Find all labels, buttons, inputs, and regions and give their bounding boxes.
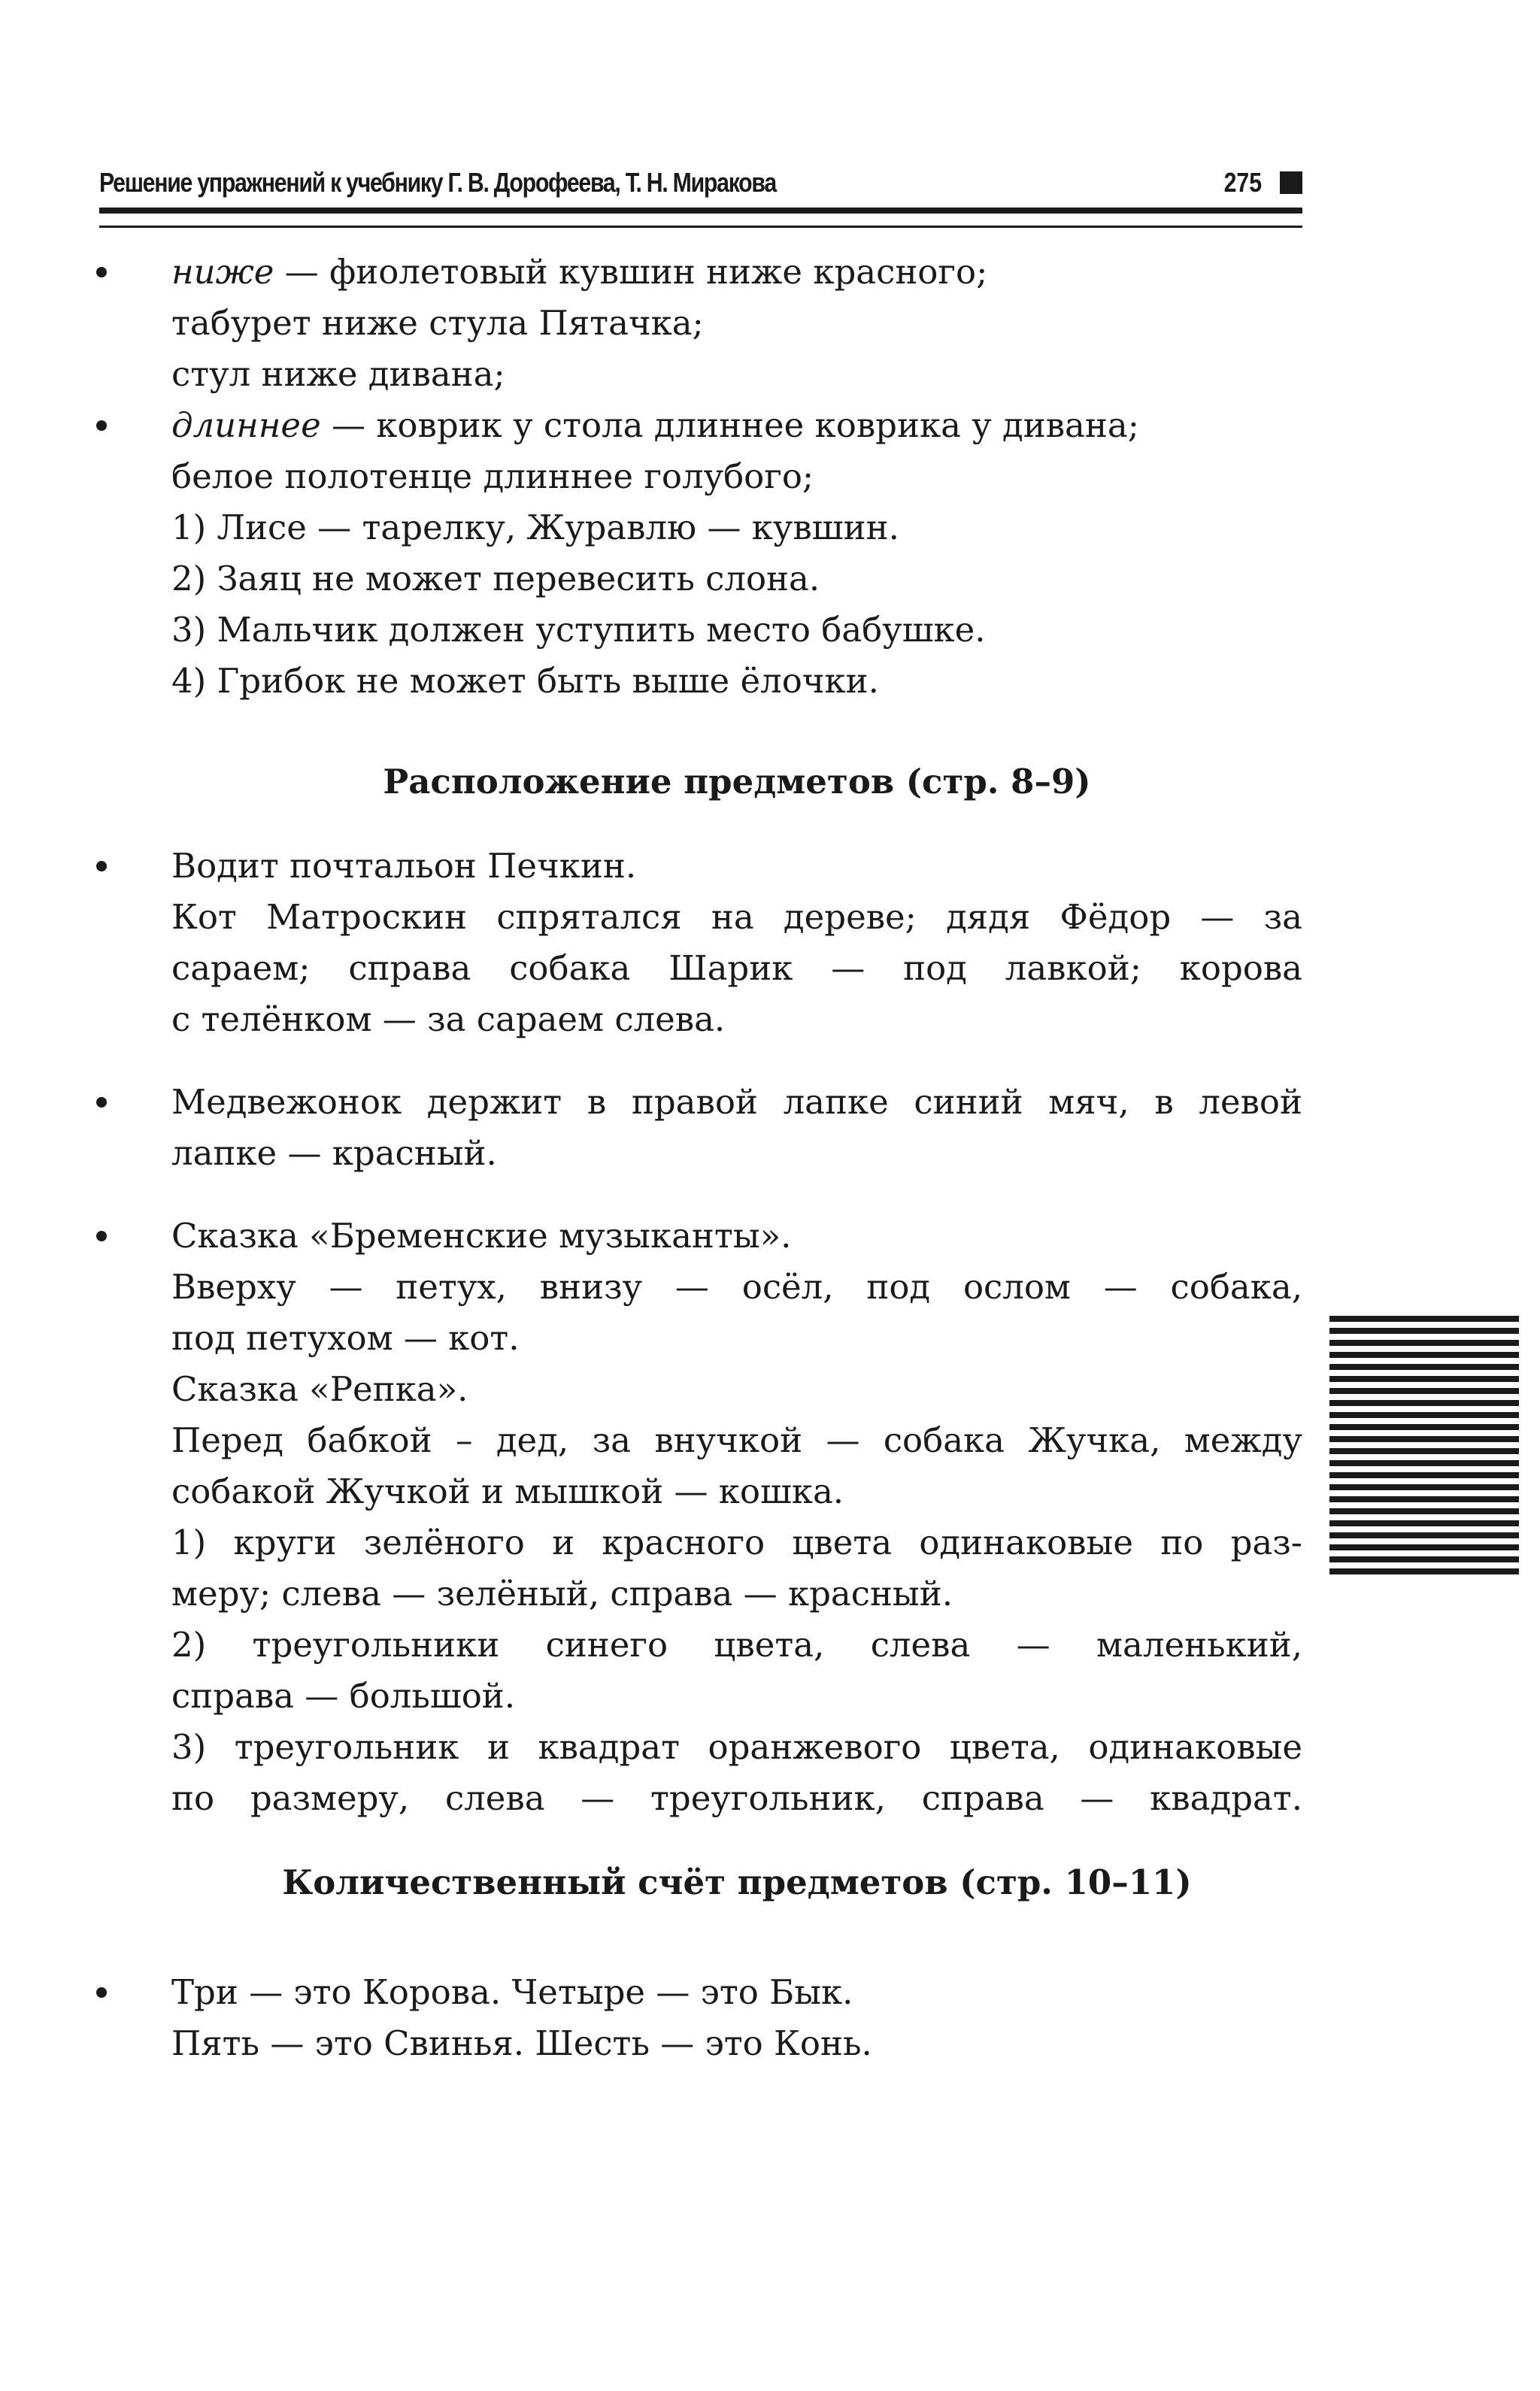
text-line: Медвежонок держит в правой лапке синий мяч, в левой bbox=[171, 1082, 1302, 1122]
header-rule-thick bbox=[99, 208, 1302, 214]
thumb-index-tab bbox=[1329, 1316, 1519, 1580]
header-rule-thin bbox=[99, 226, 1302, 228]
text-line: Перед бабкой – дед, за внучкой — собака Жучка, между bbox=[171, 1420, 1302, 1460]
page-number: 275 bbox=[1223, 167, 1262, 198]
text-line: по размеру, слева — треугольник, справа — квадрат. bbox=[171, 1778, 1302, 1818]
text-line: 3) треугольник и квадрат оранжевого цвета, одинаковые bbox=[171, 1727, 1302, 1767]
bullet-icon bbox=[96, 861, 107, 871]
text-line: Водит почтальон Печкин. bbox=[171, 846, 637, 886]
text-line: 2) треугольники синего цвета, слева — маленький, bbox=[171, 1625, 1302, 1665]
bullet-icon bbox=[96, 1987, 107, 1998]
text-line: Три — это Корова. Четыре — это Бык. bbox=[171, 1972, 853, 2012]
text-line: Сказка «Бременские музыканты». bbox=[171, 1216, 792, 1256]
text-line: лапке — красный. bbox=[171, 1133, 497, 1173]
list-item bbox=[90, 1077, 1302, 1179]
text-line: 1) круги зелёного и красного цвета одинаковые по раз- bbox=[171, 1523, 1302, 1562]
text-line bbox=[171, 400, 1302, 451]
term-italic: длиннее bbox=[171, 405, 321, 445]
bullet-icon bbox=[96, 1097, 107, 1108]
text-line bbox=[171, 247, 1302, 298]
numbered-answer: 2) Заяц не может перевесить слона. bbox=[171, 559, 820, 599]
text-line: с телёнком — за сараем слева. bbox=[171, 999, 726, 1039]
list-item-longer bbox=[90, 400, 1302, 707]
page-content bbox=[90, 247, 1302, 2069]
text-line: белое полотенце длиннее голубого; bbox=[171, 456, 814, 496]
list-item bbox=[90, 1967, 1302, 2069]
section-heading: Расположение предметов (стр. 8–9) bbox=[383, 762, 1091, 802]
square-marker-icon bbox=[1280, 171, 1302, 194]
numbered-answer: 1) Лисе — тарелку, Журавлю — кувшин. bbox=[171, 508, 899, 547]
numbered-answer: 4) Грибок не может быть выше ёлочки. bbox=[171, 661, 879, 701]
section-heading: Количественный счёт предметов (стр. 10–11) bbox=[282, 1862, 1192, 1902]
text-line: стул ниже дивана; bbox=[171, 354, 505, 394]
numbered-answer: 3) Мальчик должен уступить место бабушке. bbox=[171, 610, 986, 650]
text-line: меру; слева — зелёный, справа — красный. bbox=[171, 1574, 953, 1614]
term-definition: — коврик у стола длиннее коврика у дивана; bbox=[320, 405, 1139, 445]
bullet-icon bbox=[96, 267, 107, 277]
text-line: собакой Жучкой и мышкой — кошка. bbox=[171, 1471, 844, 1511]
text-line: табурет ниже стула Пятачка; bbox=[171, 303, 704, 343]
text-line: Кот Матроскин спрятался на дереве; дядя Фёдор — за bbox=[171, 897, 1302, 937]
text-line: справа — большой. bbox=[171, 1676, 516, 1716]
text-line: сараем; справа собака Шарик — под лавкой; корова bbox=[171, 948, 1302, 988]
text-line: под петухом — кот. bbox=[171, 1318, 520, 1358]
term-definition: — фиолетовый кувшин ниже красного; bbox=[274, 252, 988, 292]
list-item bbox=[90, 1211, 1302, 1824]
text-line: Вверху — петух, внизу — осёл, под ослом — собака, bbox=[171, 1267, 1302, 1307]
running-header-title: Решение упражнений к учебнику Г. В. Дорофеева, Т. Н. Миракова bbox=[99, 167, 776, 198]
text-line: Пять — это Свинья. Шесть — это Конь. bbox=[171, 2023, 872, 2063]
text-line: Сказка «Репка». bbox=[171, 1369, 468, 1409]
list-item-lower bbox=[90, 247, 1302, 400]
running-header bbox=[99, 167, 1302, 203]
term-italic: ниже bbox=[171, 252, 274, 292]
list-item bbox=[90, 841, 1302, 1045]
bullet-icon bbox=[96, 1231, 107, 1241]
bullet-icon bbox=[96, 420, 107, 431]
